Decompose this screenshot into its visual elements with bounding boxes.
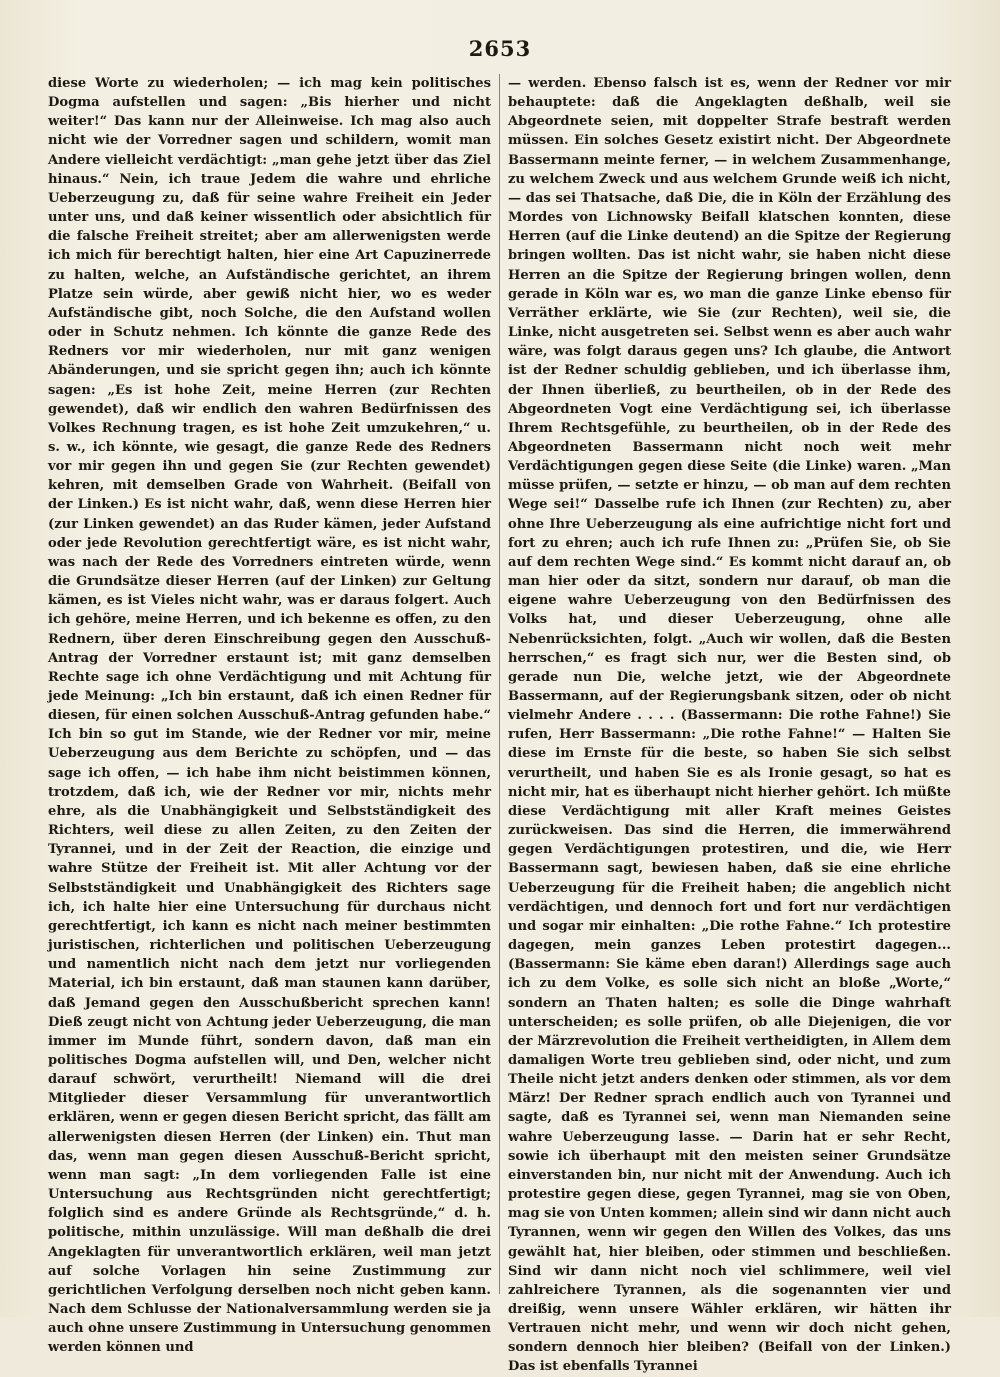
text-column-right [508, 74, 951, 1377]
page-number: 2653 [468, 36, 532, 61]
column-divider [499, 74, 500, 1294]
text-column-left [48, 74, 491, 1357]
column-text: diese Worte zu wiederholen; — ich mag kein politisches Dogma aufstellen und sagen: „Bis hierher und nicht weiter!“ Das kann nur der Alleinweise. Ich mag also auch nicht wie der Vorredner sagen und schildern, womit man Andere vielleicht verdächtigt: „man gehe jetzt über das Ziel hinaus.“ Nein, ich traue Jedem die wahre und ehrliche Ueberzeugung zu, daß für seine wahre Freiheit ein Jeder unter uns, und daß keiner wissentlich oder absichtlich für die falsche Freiheit streitet; aber am allerwenigsten werde ich mich für berechtigt halten, hier eine Art Capuzinerrede zu halten, welche, an Aufständische gerichtet, an ihrem Platze sein würde, aber gewiß nicht hier, wo es weder Aufständische gibt, noch Solche, die den Aufstand wollen oder in Schutz nehmen. Ich könnte die ganze Rede des Redners vor mir wiederholen, nur mit ganz wenigen Abänderungen, und sie spricht gegen ihn; auch ich könnte sagen: „Es ist hohe Zeit, meine Herren (zur Rechten gewendet), daß wir endlich den wahren Bedürfnissen des Volkes Rechnung tragen, es ist hohe Zeit umzukehren,“ u. s. w., ich könnte, wie gesagt, die ganze Rede des Redners vor mir gegen ihn und gegen Sie (zur Rechten gewendet) kehren, mit demselben Grade von Wahrheit. (Beifall von der Linken.) Es ist nicht wahr, daß, wenn diese Herren hier (zur Linken gewendet) an das Ruder kämen, jeder Aufstand oder jede Revolution gerechtfertigt wäre, es ist nicht wahr, was nach der Rede des Vorredners eintreten würde, wenn die Grundsätze dieser Herren (auf der Linken) zur Geltung kämen, es ist Vieles nicht wahr, was er daraus folgert. Auch ich gehöre, meine Herren, und ich bekenne es offen, zu den Rednern, über deren Einschreibung gegen den Ausschuß-Antrag der Vorredner erstaunt ist; mit ganz demselben Rechte sage ich ohne Verdächtigung und mit Achtung für jede Meinung: „Ich bin erstaunt, daß ich einen Redner für diesen, für einen solchen Ausschuß-Antrag gefunden habe.“ Ich bin so gut im Stande, wie der Redner vor mir, meine Ueberzeugung aus dem Berichte zu schöpfen, und — das sage ich offen, — ich habe ihm nicht beistimmen können, trotzdem, daß ich, wie der Redner vor mir, nichts mehr ehre, als die Unabhängigkeit und Selbstständigkeit des Richters, weil diese zu allen Zeiten, zu den Zeiten der Tyrannei, und in der Zeit der Reaction, die einzige und wahre Stütze der Freiheit ist. Mit aller Achtung vor der Selbstständigkeit und Unabhängigkeit des Richters sage ich, ich halte hier eine Untersuchung für durchaus nicht gerechtfertigt, ich kann es nicht nach meiner bestimmten juristischen, richterlichen und politischen Ueberzeugung und namentlich nicht nach dem jetzt nur vorliegenden Material, ich bin erstaunt, daß man staunen kann darüber, daß Jemand gegen den Ausschußbericht sprechen kann! Dieß zeugt nicht von Achtung jeder Ueberzeugung, die man immer im Munde führt, sondern davon, daß man ein politisches Dogma aufstellen will, und Den, welcher nicht darauf schwört, verurtheilt! Niemand will die drei Mitglieder dieser Versammlung für unverantwortlich erklären, wenn er gegen diesen Bericht spricht, das fällt am allerwenigsten diesen Herren (der Linken) ein. Thut man das, wenn man gegen diesen Ausschuß-Bericht spricht, wenn man sagt: „In dem vorliegenden Falle ist eine Untersuchung aus Rechtsgründen nicht gerechtfertigt; folglich sind es andere Gründe als Rechtsgründe,“ d. h. politische, mithin unzulässige. Will man deßhalb die drei Angeklagten für unverantwortlich erklären, weil man jetzt auf solche Vorlagen hin seine Zustimmung zur gerichtlichen Verfolgung derselben noch nicht geben kann. Nach dem Schlusse der Nationalversammlung werden sie ja auch ohne unsere Zustimmung in Untersuchung genommen werden können und [48, 76, 491, 1356]
column-text: — werden. Ebenso falsch ist es, wenn der Redner vor mir behauptete: daß die Angeklagten deßhalb, weil sie Abgeordnete seien, mit doppelter Strafe bestraft werden müssen. Ein solches Gesetz existirt nicht. Der Abgeordnete Bassermann meinte ferner, — in welchem Zusammenhange, zu welchem Zweck und aus welchem Grunde weiß ich nicht, — das sei Thatsache, daß Die, die in Köln der Erzählung des Mordes von Lichnowsky Beifall klatschen konnten, diese Herren (auf die Linke deutend) an die Spitze der Regierung bringen wollten. Das ist nicht wahr, sie haben nicht diese Herren an die Spitze der Regierung bringen wollen, denn gerade in Köln war es, wo man die ganze Linke ebenso für Verräther erklärte, wie Sie (zur Rechten), weil sie, die Linke, nicht ausgetreten sei. Selbst wenn es aber auch wahr wäre, was folgt daraus gegen uns? Ich glaube, die Antwort ist der Redner schuldig geblieben, und ich überlasse ihm, der Ihnen überließ, zu beurtheilen, ob in der Rede des Abgeordneten Vogt eine Verdächtigung sei, ich überlasse Ihrem Rechtsgefühle, zu beurtheilen, ob in der Rede des Abgeordneten Bassermann nicht noch weit mehr Verdächtigungen gegen diese Seite (die Linke) waren. „Man müsse prüfen, — setzte er hinzu, — ob man auf dem rechten Wege sei!“ Dasselbe rufe ich Ihnen (zur Rechten) zu, aber ohne Ihre Ueberzeugung als eine aufrichtige nicht fort und fort zu ehren; auch ich rufe Ihnen zu: „Prüfen Sie, ob Sie auf dem rechten Wege sind.“ Es kommt nicht darauf an, ob man hier oder da sitzt, sondern nur darauf, ob man die eigene wahre Ueberzeugung von den Bedürfnissen des Volks hat, und dieser Ueberzeugung, ohne alle Nebenrücksichten, folgt. „Auch wir wollen, daß die Besten herrschen,“ es fragt sich nur, wer die Besten sind, ob gerade nun Die, welche jetzt, wie der Abgeordnete Bassermann, auf der Regierungsbank sitzen, oder ob nicht vielmehr Andere . . . . (Bassermann: Die rothe Fahne!) Sie rufen, Herr Bassermann: „Die rothe Fahne!“ — Halten Sie diese im Ernste für die beste, so haben Sie sich selbst verurtheilt, und haben Sie es als Ironie gesagt, so hat es nicht mir, hat es überhaupt nicht hierher gehört. Ich müßte diese Verdächtigung mit aller Kraft meines Geistes zurückweisen. Das sind die Herren, die immerwährend gegen Verdächtigungen protestiren, und die, wie Herr Bassermann sagt, bewiesen haben, daß sie eine ehrliche Ueberzeugung für die Freiheit haben; die angeblich nicht verdächtigen, und dennoch fort und fort nur verdächtigen und sogar mir einhalten: „Die rothe Fahne.“ Ich protestire dagegen, mein ganzes Leben protestirt dagegen... (Bassermann: Sie käme eben daran!) Allerdings sage auch ich zu dem Volke, es solle sich nicht an bloße „Worte,“ sondern an Thaten halten; es solle die Dinge wahrhaft unterscheiden; es solle prüfen, ob alle Diejenigen, die vor der Märzrevolution die Freiheit vertheidigten, in Allem dem damaligen Worte treu geblieben sind, oder nicht, und zum Theile nicht jetzt anders denken oder stimmen, als vor dem März! Der Redner sprach endlich auch von Tyrannei und sagte, daß es Tyrannei sei, wenn man Niemanden seine wahre Ueberzeugung lasse. — Darin hat er sehr Recht, sowie ich überhaupt mit den meisten seiner Grundsätze einverstanden bin, nur nicht mit der Anwendung. Auch ich protestire gegen diese, gegen Tyrannei, mag sie von Oben, mag sie von Unten kommen; allein sind wir dann nicht auch Tyrannen, wenn wir gegen den Willen des Volkes, das uns gewählt hat, hier bleiben, oder stimmen und beschließen. Sind wir dann nicht noch viel schlimmere, weil viel zahlreichere Tyrannen, als die sogenannten vier und dreißig, wenn unsere Wähler erklären, wir hätten ihr Vertrauen nicht mehr, und wenn wir doch nicht gehen, sondern dennoch hier bleiben? (Beifall von der Linken.) Das ist ebenfalls Tyrannei [508, 76, 951, 1375]
